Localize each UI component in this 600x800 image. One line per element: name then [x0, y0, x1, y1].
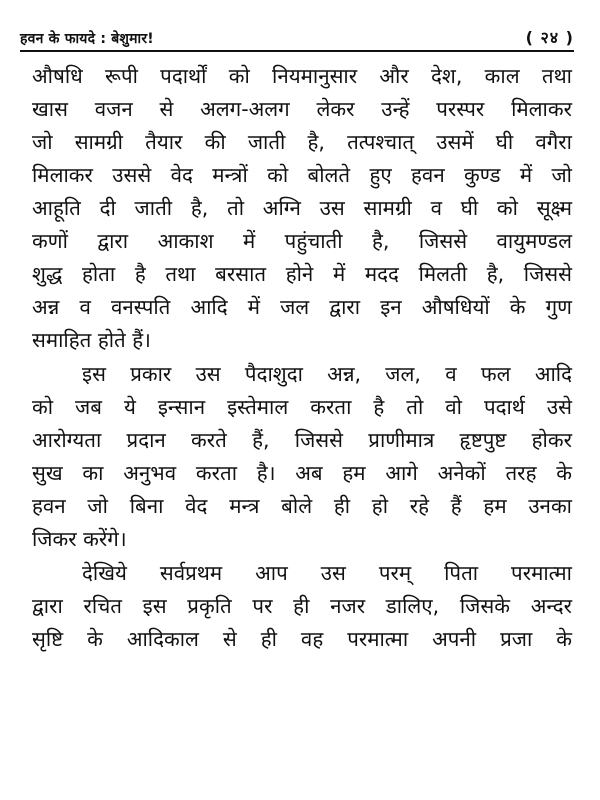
text-line: औषधि रूपी पदार्थों को नियमानुसार और देश, काल तथा — [32, 64, 572, 88]
text-line: आरोग्यता प्रदान करते हैं, जिससे प्राणीमात्र हृष्टपुष्ट होकर — [32, 428, 572, 452]
text-line: इस प्रकार उस पैदाशुदा अन्न, जल, व फल आदि — [82, 362, 572, 386]
header-rule — [20, 50, 574, 52]
text-line: जो सामग्री तैयार की जाती है, तत्पश्चात् उसमें घी वगैरा — [32, 130, 572, 154]
text-line: अन्न व वनस्पति आदि में जल द्वारा इन औषधियों के गुण — [32, 295, 572, 319]
text-line: कणों द्वारा आकाश में पहुंचाती है, जिससे वायुमण्डल — [32, 229, 572, 253]
text-line: जिकर करेंगे। — [32, 527, 127, 551]
text-line: द्वारा रचित इस प्रकृति पर ही नजर डालिए, जिसके अन्दर — [32, 594, 572, 618]
text-line: आहूति दी जाती है, तो अग्नि उस सामग्री व घी को सूक्ष्म — [32, 196, 572, 220]
page-number: ( २४ ) — [525, 28, 574, 47]
text-line: शुद्ध होता है तथा बरसात होने में मदद मिलती है, जिससे — [32, 262, 572, 286]
text-line: हवन जो बिना वेद मन्त्र बोले ही हो रहे हैं हम उनका — [32, 494, 572, 518]
paragraph — [32, 60, 572, 357]
body-text — [32, 60, 572, 656]
text-line: को जब ये इन्सान इस्तेमाल करता है तो वो पदार्थ उसे — [32, 395, 572, 419]
text-line: खास वजन से अलग-अलग लेकर उन्हें परस्पर मिलाकर — [32, 97, 572, 121]
paragraph — [32, 358, 572, 556]
running-header — [20, 26, 574, 48]
text-line: सुख का अनुभव करता है। अब हम आगे अनेकों तरह के — [32, 461, 572, 485]
text-line: देखिये सर्वप्रथम आप उस परम् पिता परमात्मा — [82, 561, 572, 585]
text-line: मिलाकर उससे वेद मन्त्रों को बोलते हुए हवन कुण्ड में जो — [32, 163, 572, 187]
text-line: समाहित होते हैं। — [32, 328, 151, 352]
text-line: सृष्टि के आदिकाल से ही वह परमात्मा अपनी प्रजा के — [32, 627, 572, 651]
paragraph — [32, 557, 572, 656]
chapter-title: हवन के फायदे : बेशुमार! — [20, 31, 154, 47]
